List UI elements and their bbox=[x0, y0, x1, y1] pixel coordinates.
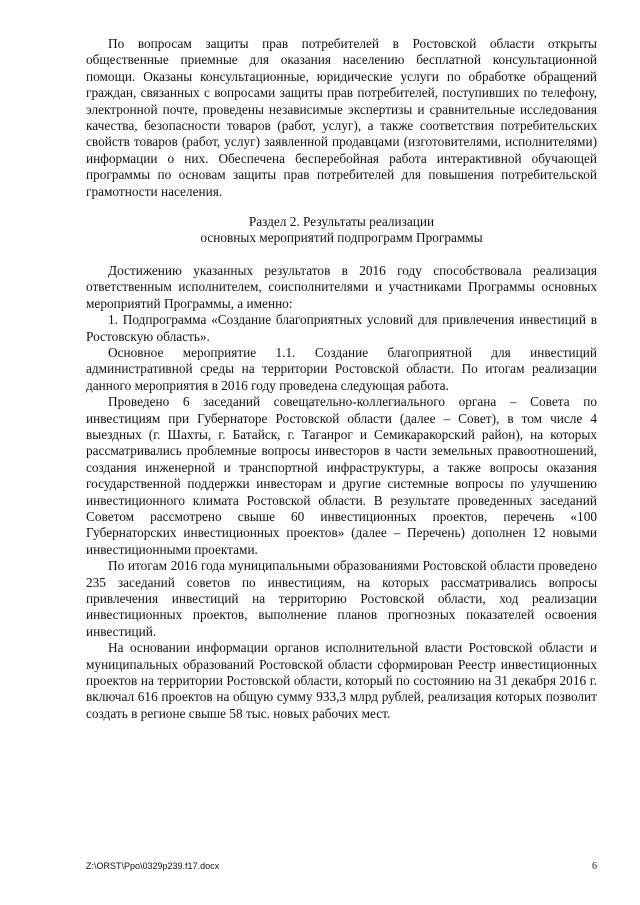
page-number: 6 bbox=[592, 861, 597, 872]
paragraph-measure-1-1: Основное мероприятие 1.1. Создание благоприятной для инвестиций административной среды на территории Ростовской области. По итогам реализации данного мероприятия в 2016 году проведена следующая работа. bbox=[86, 344, 597, 393]
paragraph-municipal-councils: По итогам 2016 года муниципальными образованиями Ростовской области проведено 235 заседаний советов по инвестициям, на которых рассматривались вопросы привлечения инвестиций на территорию Ростовской области, ход реализации инвестиционных проектов, выполнение планов прогнозных показателей освоения инвестиций. bbox=[86, 558, 597, 639]
document-body bbox=[86, 36, 597, 722]
paragraph-council-meetings: Проведено 6 заседаний совещательно-коллегиального органа – Совета по инвестициям при Губернаторе Ростовской области (далее – Совет), в том числе 4 выездных (г. Шахты, г. Батайск, г. Таганрог и Семикаракорский район), на которых рассматривались проблемные вопросы инвесторов в части земельных правоотношений, создания инженерной и транспортной инфраструктуры, а также вопросы оказания государственной поддержки инвесторам и другие системные вопросы по улучшению инвестиционного климата Ростовской области. В результате проведенных заседаний Советом рассмотрено свыше 60 инвестиционных проектов, перечень «100 Губернаторских инвестиционных проектов» (далее – Перечень) дополнен 12 новыми инвестиционными проектами. bbox=[86, 394, 597, 557]
paragraph-consumer-protection: По вопросам защиты прав потребителей в Ростовской области открыты общественные приемные для оказания населению бесплатной консультационной помощи. Оказаны консультационные, юридические услуги по обработке обращений граждан, связанных с вопросами защиты прав потребителей, поступивших по телефону, электронной почте, проведены независимые экспертизы и сравнительные исследования качества, безопасности товаров (работ, услуг), а также соответствия потребительских свойств товаров (работ, услуг) заявленной продавцами (изготовителями, исполнителями) информации о них. Обеспечена бесперебойная работа интерактивной обучающей программы по основам защиты прав потребителей для повышения потребительской грамотности населения. bbox=[86, 36, 597, 199]
paragraph-project-registry: На основании информации органов исполнительной власти Ростовской области и муниципальных образований Ростовской области сформирован Реестр инвестиционных проектов на территории Ростовской области, который по состоянию на 31 декабря 2016 г. включал 616 проектов на общую сумму 933,3 млрд рублей, реализация которых позволит создать в регионе свыше 58 тыс. новых рабочих мест. bbox=[86, 640, 597, 721]
file-path: Z:\ORST\Ppo\0329p239.f17.docx bbox=[86, 861, 220, 871]
section-heading-line-2: основных мероприятий подпрограмм Программы bbox=[200, 230, 483, 246]
paragraph-achievement: Достижению указанных результатов в 2016 году способствовала реализация ответственным исполнителем, соисполнителями и участниками Программы основных мероприятий Программы, а именно: bbox=[86, 262, 597, 311]
section-heading-line-1: Раздел 2. Результаты реализации bbox=[248, 214, 435, 230]
paragraph-subprogram-1: 1. Подпрограмма «Создание благоприятных условий для привлечения инвестиций в Ростовскую область». bbox=[86, 312, 597, 344]
section-heading bbox=[86, 214, 597, 247]
